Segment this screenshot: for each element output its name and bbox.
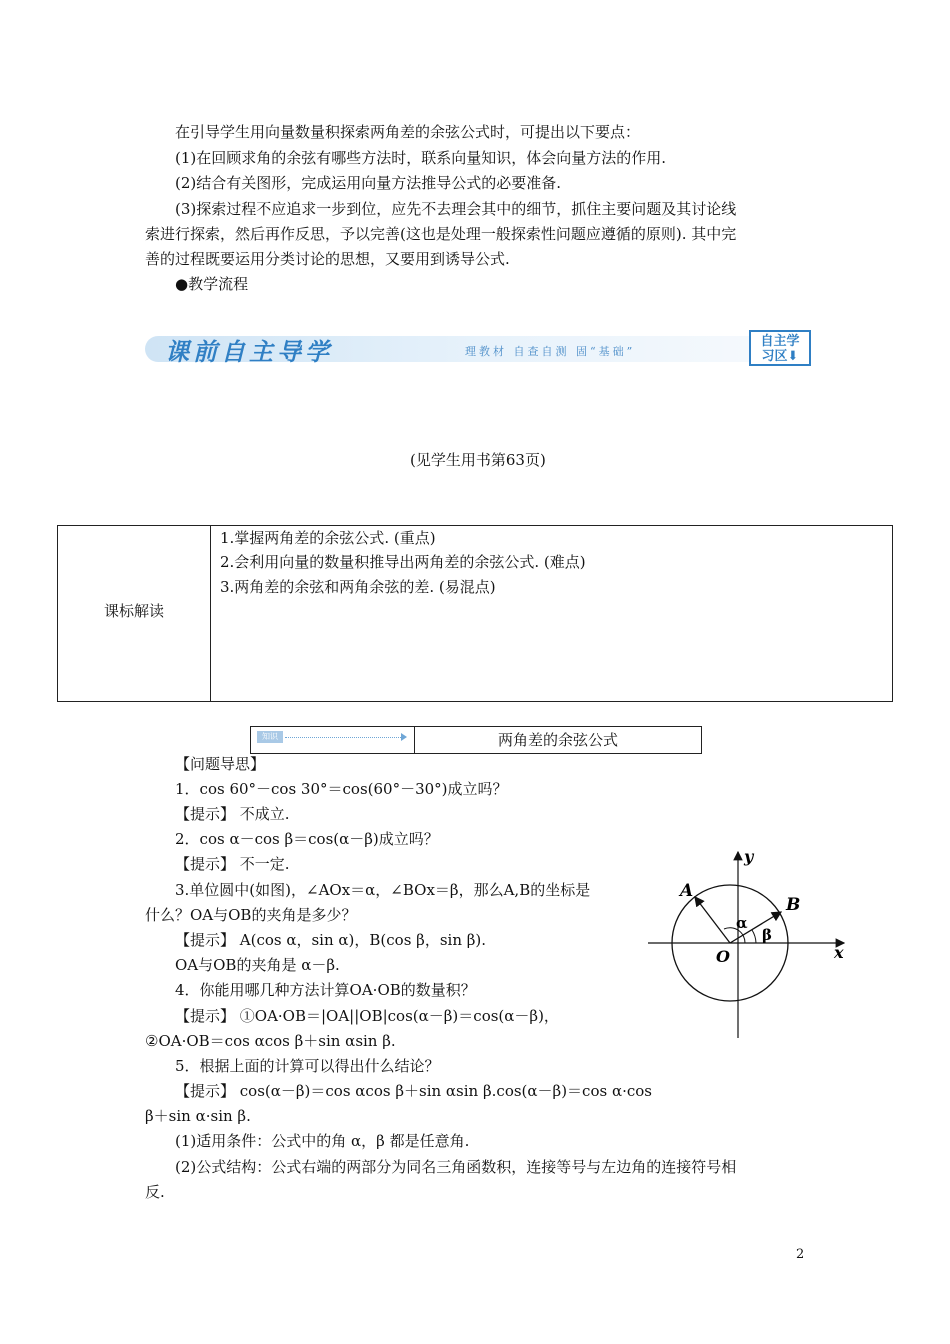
content-line: (2)公式结构：公式右端的两部分为同名三角函数积，连接等号与左边角的连接符号相	[175, 1158, 737, 1176]
content-line: 【提示】 ①OA·OB＝|OA||OB|cos(α－β)＝cos(α－β)，	[175, 1007, 559, 1025]
content-line: 【提示】 cos(α－β)＝cos αcos β＋sin αsin β.cos(α－β)＝cos α·cos	[175, 1082, 652, 1100]
content-line: 【问题导思】	[175, 755, 266, 773]
content-line: 1．cos 60°－cos 30°＝cos(60°－30°)成立吗？	[175, 780, 508, 798]
unit-circle-diagram	[648, 850, 848, 1040]
content-line: 5．根据上面的计算可以得出什么结论？	[175, 1057, 440, 1075]
banner-subtitle: 理教材 自查自测 固“基础”	[465, 345, 636, 358]
standards-item: 3.两角差的余弦和两角余弦的差. (易混点)	[220, 578, 496, 596]
knowledge-point-table	[250, 726, 702, 754]
content-line: 4．你能用哪几种方法计算OA·OB的数量积？	[175, 981, 476, 999]
content-line: 反.	[145, 1183, 165, 1201]
content-line: 什么？OA与OB的夹角是多少？	[145, 906, 357, 924]
knowledge-title: 两角差的余弦公式	[497, 731, 618, 749]
standards-table	[57, 525, 893, 702]
banner-badge-line: 习区⬇	[761, 349, 799, 364]
page-number: 2	[796, 1247, 805, 1262]
intro-line: 在引导学生用向量数量积探索两角差的余弦公式时，可提出以下要点：	[175, 123, 641, 141]
content-line: 【提示】 A(cos α，sin α)，B(cos β，sin β).	[175, 931, 487, 949]
standards-label-cell	[58, 526, 211, 701]
content-line: 【提示】 不成立.	[175, 805, 290, 823]
banner-title: 课前自主导学	[165, 337, 333, 366]
content-line: 【提示】 不一定.	[175, 855, 290, 873]
teaching-flow-heading: ●教学流程	[175, 275, 249, 293]
vector-oa	[695, 897, 730, 943]
angle-arc-beta	[752, 930, 756, 943]
arrow-line	[285, 737, 403, 738]
standards-item: 1.掌握两角差的余弦公式. (重点)	[220, 529, 436, 547]
label-o: O	[716, 947, 730, 966]
content-line: OA与OB的夹角是 α－β.	[175, 956, 340, 974]
knowledge-tag-cell	[251, 727, 415, 753]
section-banner	[145, 330, 813, 368]
intro-line: (2)结合有关图形，完成运用向量方法推导公式的必要准备.	[175, 174, 562, 192]
content-line: 3.单位圆中(如图)，∠AOx＝α，∠BOx＝β，那么A,B的坐标是	[175, 881, 591, 899]
label-beta: β	[762, 926, 772, 944]
intro-line: (3)探索过程不应追求一步到位，应先不去理会其中的细节，抓住主要问题及其讨论线	[175, 200, 737, 218]
content-line: (1)适用条件：公式中的角 α，β 都是任意角.	[175, 1132, 470, 1150]
intro-line: (1)在回顾求角的余弦有哪些方法时，联系向量知识，体会向量方法的作用.	[175, 149, 667, 167]
standards-item: 2.会利用向量的数量积推导出两角差的余弦公式. (难点)	[220, 553, 586, 571]
arrow-right-icon	[401, 733, 407, 741]
banner-badge	[749, 330, 811, 366]
label-x: x	[834, 943, 844, 962]
label-a: A	[680, 881, 694, 901]
intro-line: 善的过程既要运用分类讨论的思想，又要用到诱导公式.	[145, 250, 510, 268]
intro-line: 索进行探索，然后再作反思，予以完善(这也是处理一般探索性问题应遵循的原则). 其中完	[145, 225, 737, 243]
label-b: B	[786, 895, 801, 915]
content-line: β＋sin α·sin β.	[145, 1107, 251, 1125]
content-line: ②OA·OB＝cos αcos β＋sin αsin β.	[145, 1032, 396, 1050]
banner-badge-line: 自主学	[760, 334, 800, 349]
label-y: y	[744, 850, 754, 866]
standards-label: 课标解读	[103, 602, 164, 620]
book-reference: (见学生用书第63页)	[410, 451, 546, 469]
knowledge-tag: 知识	[257, 731, 283, 743]
content-line: 2．cos α－cos β＝cos(α－β)成立吗？	[175, 830, 439, 848]
label-alpha: α	[736, 914, 748, 932]
